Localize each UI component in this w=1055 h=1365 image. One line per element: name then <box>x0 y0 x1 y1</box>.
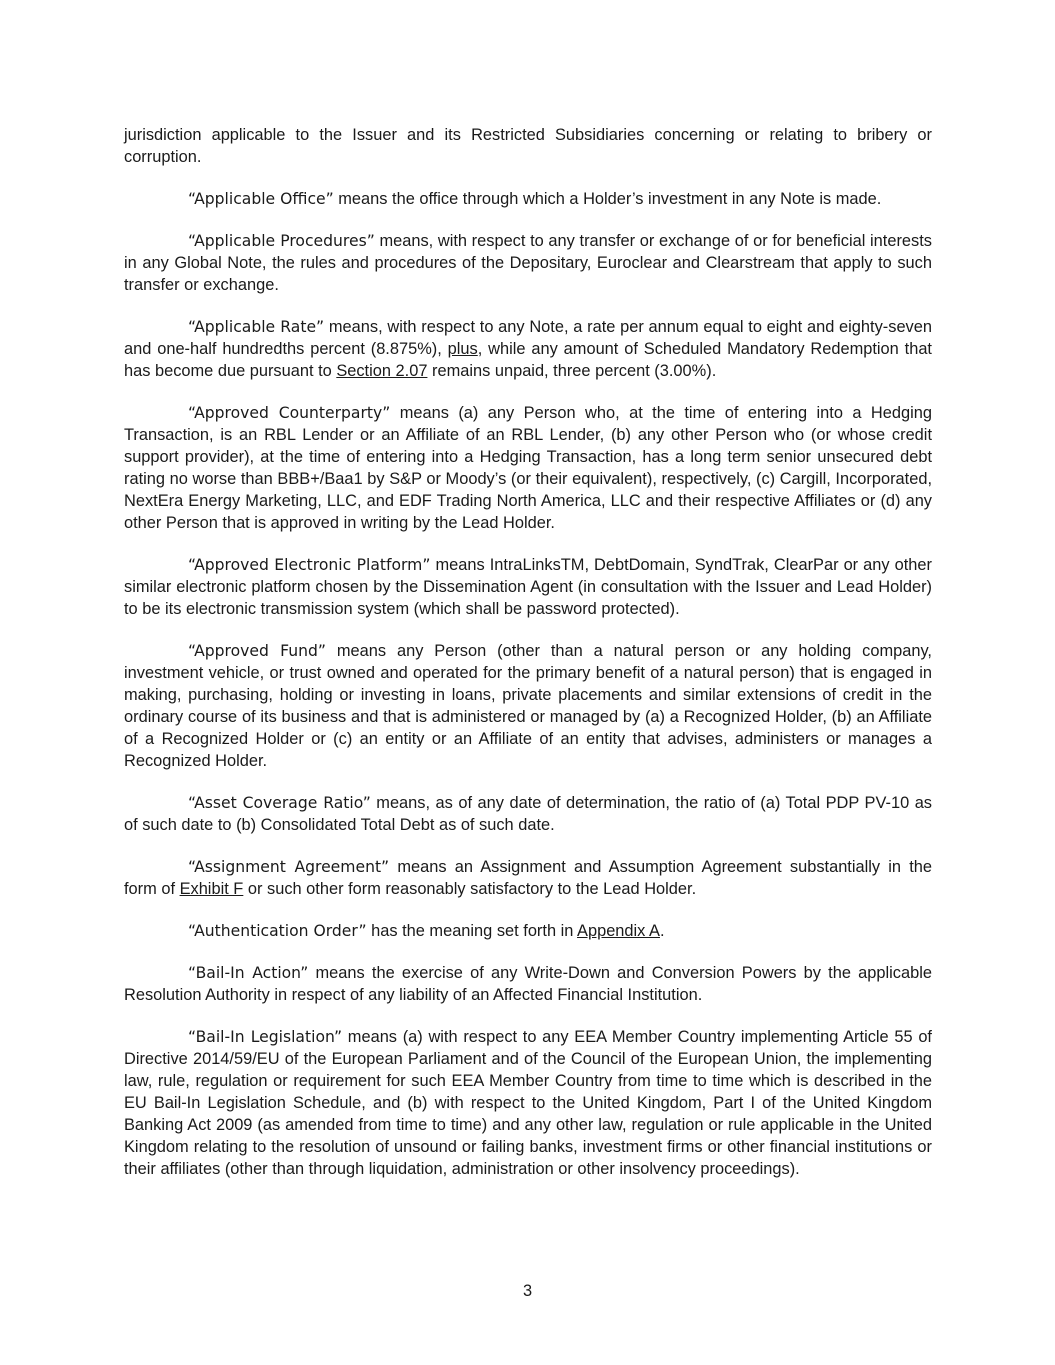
defined-term: “Asset Coverage Ratio” <box>188 794 371 812</box>
definition-text: means (a) any Person who, at the time of entering into a Hedging Transaction, is an RBL Lender or an Affiliate of an RBL Lender, (b) any other Person who (or whose credit support provider), at the time of entering into a Hedging Transaction, has a long term senior unsecured debt rating no worse than BBB+/Baa1 by S&P or Moody’s (or their equivalent), respectively, (c) Cargill, Incorporated, NextEra Energy Marketing, LLC, and EDF Trading North America, LLC and their respective Affiliates or (d) any other Person that is approved in writing by the Lead Holder. <box>124 404 932 532</box>
appendix-reference-link[interactable]: Appendix A <box>577 922 660 940</box>
defined-term: “Bail-In Legislation” <box>188 1028 343 1046</box>
defined-term: “Assignment Agreement” <box>188 858 390 876</box>
definition-applicable-office <box>124 188 932 210</box>
definition-bail-in-action <box>124 962 932 1006</box>
defined-term: “Approved Fund” <box>188 642 327 660</box>
document-page <box>124 124 932 1200</box>
definition-text: . <box>659 922 665 940</box>
definition-assignment-agreement <box>124 856 932 900</box>
definition-text: remains unpaid, three percent (3.00%). <box>427 362 717 380</box>
defined-term: “Applicable Procedures” <box>188 232 375 250</box>
definition-text: means the exercise of any Write-Down and Conversion Powers by the applicable Resolution Authority in respect of any liability of an Affected Financial Institution. <box>124 964 932 1004</box>
defined-term: “Applicable Office” <box>188 190 334 208</box>
continuation-text: jurisdiction applicable to the Issuer and its Restricted Subsidiaries concerning or relating to bribery or corruption. <box>124 126 932 166</box>
definition-text: means, with respect to any transfer or exchange of or for beneficial interests in any Global Note, the rules and procedures of the Depositary, Euroclear and Clearstream that apply to such transfer or exchange. <box>124 232 932 294</box>
definition-text: means, with respect to any Note, a rate per annum equal to eight and eighty-seven and one-half hundredths percent (8.875%), <box>124 318 932 358</box>
definition-text: means any Person (other than a natural person or any holding company, investment vehicle, or trust owned and operated for the primary benefit of a natural person) that is engaged in making, purchasing, holding or investing in loans, private placements and similar extensions of credit in the ordinary course of its business and that is administered or managed by (a) a Recognized Holder, (b) an Affiliate of a Recognized Holder or (c) an entity or an Affiliate of an entity that advises, administers or manages a Recognized Holder. <box>124 642 932 770</box>
defined-term: “Authentication Order” <box>188 922 367 940</box>
continuation-paragraph <box>124 124 932 168</box>
defined-term: “Approved Counterparty” <box>188 404 391 422</box>
definition-text: means (a) with respect to any EEA Member Country implementing Article 55 of Directive 2014/59/EU of the European Parliament and of the Council of the European Union, the implementing law, rule, regulation or requirement for such EEA Member Country from time to time which is described in the EU Bail-In Legislation Schedule, and (b) with respect to the United Kingdom, Part I of the United Kingdom Banking Act 2009 (as amended from time to time) and any other law, regulation or rule applicable in the United Kingdom relating to the resolution of unsound or failing banks, investment firms or other financial institutions or their affiliates (other than through liquidation, administration or other insolvency proceedings). <box>124 1028 932 1178</box>
defined-term: “Applicable Rate” <box>188 318 325 336</box>
definition-text: has the meaning set forth in <box>366 922 578 940</box>
definition-bail-in-legislation <box>124 1026 932 1180</box>
section-reference-link[interactable]: Section 2.07 <box>336 362 428 380</box>
definition-applicable-rate <box>124 316 932 382</box>
page-number: 3 <box>522 1282 533 1300</box>
defined-term: “Approved Electronic Platform” <box>188 556 431 574</box>
definition-text: means the office through which a Holder’s investment in any Note is made. <box>333 190 882 208</box>
exhibit-reference-link[interactable]: Exhibit F <box>179 880 244 898</box>
underlined-plus: plus <box>447 340 478 358</box>
definition-text: , while any amount of Scheduled Mandatory Redemption that has become due pursuant to <box>124 340 932 380</box>
definition-applicable-procedures <box>124 230 932 296</box>
definition-text: means IntraLinksTM, DebtDomain, SyndTrak, ClearPar or any other similar electronic platform chosen by the Dissemination Agent (in consultation with the Issuer and Lead Holder) to be its electronic transmission system (which shall be password protected). <box>124 556 932 618</box>
definition-approved-counterparty <box>124 402 932 534</box>
definition-authentication-order <box>124 920 932 942</box>
definition-approved-fund <box>124 640 932 772</box>
definition-asset-coverage-ratio <box>124 792 932 836</box>
definition-text: means an Assignment and Assumption Agreement substantially in the form of <box>124 858 932 898</box>
definition-text: or such other form reasonably satisfactory to the Lead Holder. <box>243 880 697 898</box>
defined-term: “Bail-In Action” <box>188 964 309 982</box>
definition-approved-electronic-platform <box>124 554 932 620</box>
definition-text: means, as of any date of determination, the ratio of (a) Total PDP PV-10 as of such date to (b) Consolidated Total Debt as of such date. <box>124 794 933 834</box>
